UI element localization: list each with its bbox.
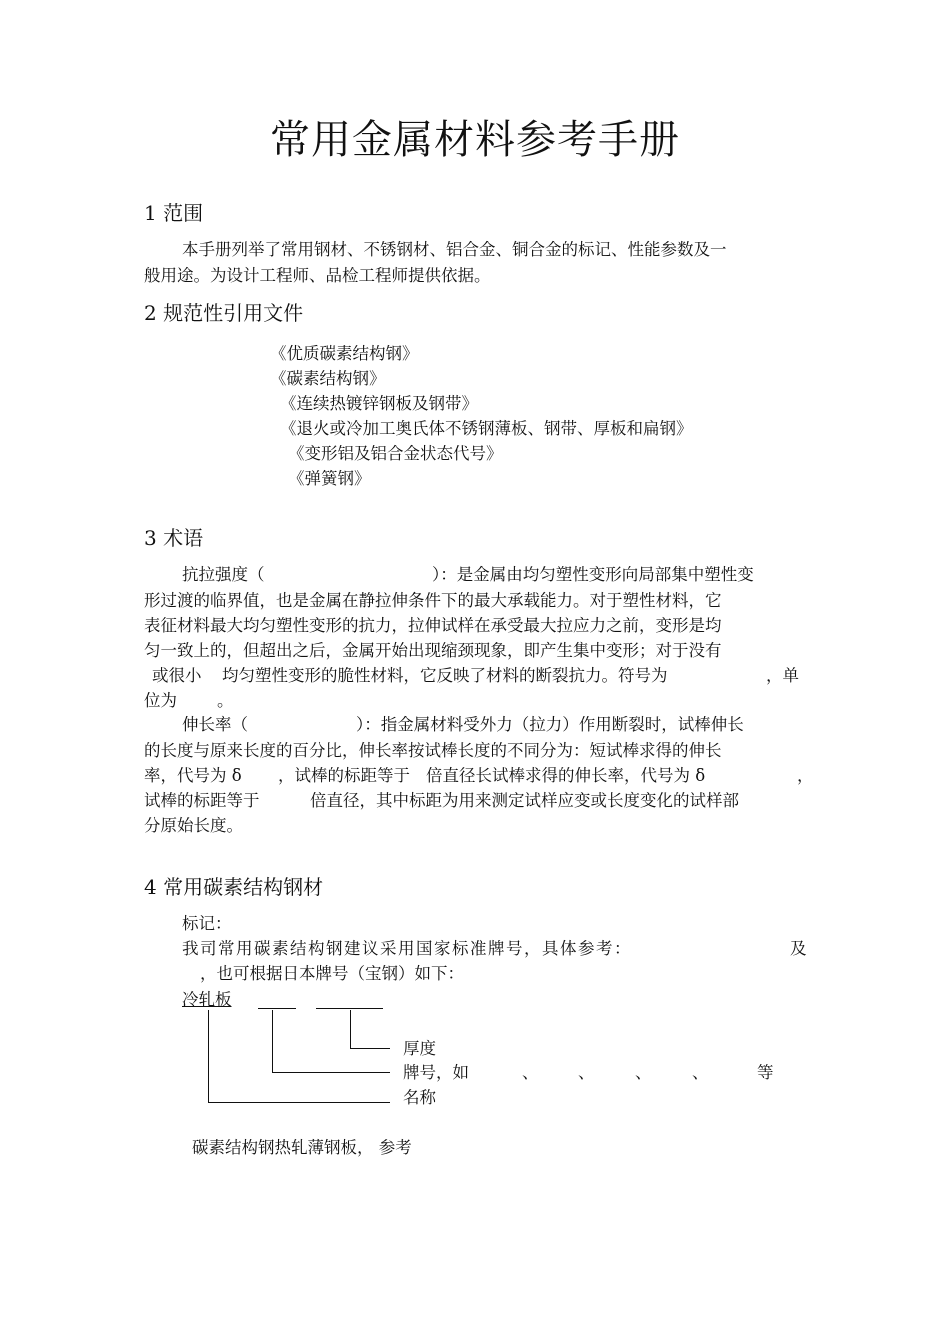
connector-grade-vertical bbox=[272, 1010, 273, 1072]
page-title: 常用金属材料参考手册 bbox=[270, 117, 680, 163]
mark-line-1b: 及 bbox=[790, 939, 807, 958]
elong-line-3a: 率，代号为 δ bbox=[144, 766, 242, 785]
diagram-grade-label: 牌号，如 bbox=[403, 1063, 469, 1082]
diagram-grade-end: 等 bbox=[757, 1063, 774, 1082]
section-1-heading: 1 范围 bbox=[144, 201, 204, 225]
tensile-line-1a: 抗拉强度（ bbox=[182, 565, 265, 584]
connector-thickness-horizontal bbox=[350, 1048, 390, 1049]
connector-name-horizontal bbox=[208, 1102, 390, 1103]
diagram-grade-sep: 、 bbox=[522, 1063, 539, 1082]
reference-item: 《弹簧钢》 bbox=[288, 469, 371, 488]
tensile-line-2: 形过渡的临界值，也是金属在静拉伸条件下的最大承载能力。对于塑性材料，它 bbox=[144, 591, 722, 610]
diagram-underline bbox=[258, 1008, 296, 1009]
reference-item: 《退火或冷加工奥氏体不锈钢薄板、钢带、厚板和扁钢》 bbox=[280, 419, 693, 438]
elong-line-2: 的长度与原来长度的百分比，伸长率按试棒长度的不同分为：短试棒求得的伸长 bbox=[144, 741, 722, 760]
diagram-underline bbox=[316, 1008, 383, 1009]
mark-line-2: ，也可根据日本牌号（宝钢）如下： bbox=[200, 964, 464, 983]
reference-item: 《优质碳素结构钢》 bbox=[270, 344, 419, 363]
tensile-line-3: 表征材料最大均匀塑性变形的抗力，拉伸试样在承受最大拉应力之前，变形是均 bbox=[144, 616, 722, 635]
connector-thickness-vertical bbox=[350, 1010, 351, 1048]
mark-line-1a: 我司常用碳素结构钢建议采用国家标准牌号，具体参考： bbox=[182, 939, 632, 958]
section-4-heading: 4 常用碳素结构钢材 bbox=[144, 875, 324, 899]
diagram-grade-sep: 、 bbox=[692, 1063, 709, 1082]
elong-line-3b: ，试棒的标距等于 bbox=[278, 766, 410, 785]
diagram-grade-sep: 、 bbox=[578, 1063, 595, 1082]
scope-line-1: 本手册列举了常用钢材、不锈钢材、铝合金、铜合金的标记、性能参数及一 bbox=[182, 240, 727, 259]
tensile-line-6b: 。 bbox=[217, 691, 234, 710]
diagram-grade-sep: 、 bbox=[635, 1063, 652, 1082]
tensile-line-1b: ）：是金属由均匀塑性变形向局部集中塑性变 bbox=[432, 565, 754, 584]
elong-line-4a: 试棒的标距等于 bbox=[144, 791, 260, 810]
reference-item: 《变形铝及铝合金状态代号》 bbox=[288, 444, 503, 463]
connector-grade-horizontal bbox=[272, 1072, 390, 1073]
section-2-heading: 2 规范性引用文件 bbox=[144, 301, 304, 325]
footer-note: 碳素结构钢热轧薄钢板， 参考 bbox=[192, 1138, 412, 1157]
elong-line-3d: ， bbox=[797, 766, 814, 785]
diagram-name-label: 冷轧板 bbox=[182, 990, 232, 1009]
elong-line-1b: ）：指金属材料受外力（拉力）作用断裂时，试棒伸长 bbox=[356, 715, 744, 734]
elong-line-3c: 倍直径长试棒求得的伸长率，代号为 δ bbox=[426, 766, 706, 785]
diagram-name-caption: 名称 bbox=[403, 1088, 436, 1107]
tensile-line-6a: 位为 bbox=[144, 691, 177, 710]
reference-item: 《连续热镀锌钢板及钢带》 bbox=[280, 394, 478, 413]
reference-item: 《碳素结构钢》 bbox=[270, 369, 386, 388]
diagram-thickness-label: 厚度 bbox=[403, 1039, 436, 1058]
tensile-line-5a: 或很小 bbox=[152, 666, 202, 685]
elong-line-1a: 伸长率（ bbox=[182, 715, 248, 734]
tensile-line-5c: ，单 bbox=[766, 666, 799, 685]
elong-line-5: 分原始长度。 bbox=[144, 816, 243, 835]
elong-line-4b: 倍直径，其中标距为用来测定试样应变或长度变化的试样部 bbox=[310, 791, 739, 810]
section-3-heading: 3 术语 bbox=[144, 526, 204, 550]
tensile-line-5b: 均匀塑性变形的脆性材料，它反映了材料的断裂抗力。符号为 bbox=[222, 666, 668, 685]
mark-label: 标记： bbox=[182, 914, 232, 933]
scope-line-2: 般用途。为设计工程师、品检工程师提供依据。 bbox=[144, 266, 491, 285]
connector-name-vertical bbox=[208, 1010, 209, 1102]
tensile-line-4: 匀一致上的，但超出之后，金属开始出现缩颈现象，即产生集中变形；对于没有 bbox=[144, 641, 722, 660]
